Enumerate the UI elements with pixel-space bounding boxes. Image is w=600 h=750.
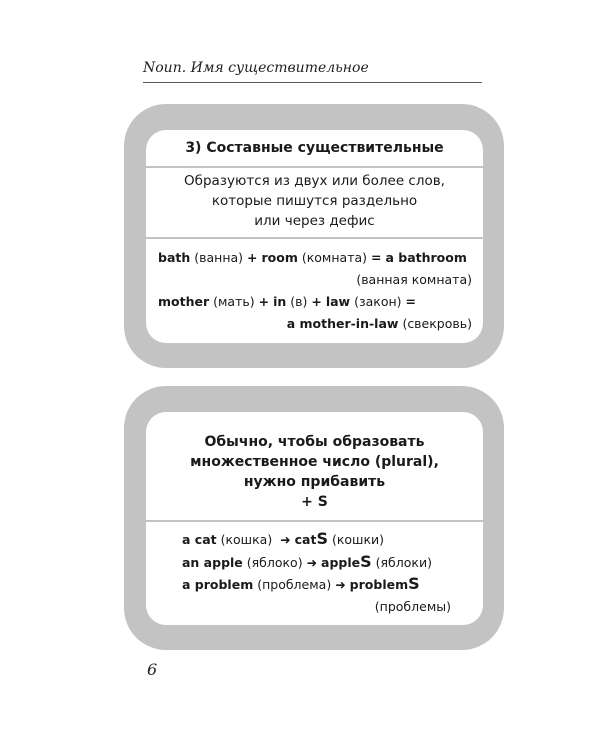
example-line (158, 313, 472, 335)
singular-word: a cat (182, 532, 217, 547)
plural-suffix: S (408, 574, 420, 593)
plural-stem: problem (349, 577, 409, 592)
operator: + (311, 294, 322, 309)
examples-list (146, 239, 483, 335)
rule-line: Обычно, чтобы образовать (204, 434, 425, 450)
plural-suffix: S (360, 551, 372, 571)
operator: + (247, 250, 258, 265)
rule-text (146, 412, 483, 520)
translation: (мать) (213, 294, 255, 309)
card-title: 3) Составные существительные (185, 140, 444, 156)
description-line: или через дефис (254, 213, 375, 229)
plural-stem: apple (321, 554, 361, 570)
plural-word (321, 551, 372, 571)
translation: (в) (290, 294, 308, 309)
example-line (182, 573, 451, 596)
operator: = (371, 250, 382, 265)
operator: + (258, 294, 270, 309)
plural-word (294, 529, 328, 548)
example-line (158, 247, 472, 269)
example-line (158, 269, 472, 291)
compound-nouns-card (124, 104, 504, 368)
rule-line: нужно прибавить (243, 474, 386, 490)
result-word: a mother-in-law (286, 316, 399, 331)
translation: (кошки) (331, 532, 385, 547)
translation: (кошка) (220, 532, 273, 547)
word: bath (158, 250, 191, 265)
translation: (комната) (301, 250, 368, 265)
arrow-right-icon: ➜ (280, 532, 291, 547)
example-line (158, 291, 472, 313)
example-line (182, 551, 451, 574)
singular-word: a problem (182, 577, 254, 592)
word: mother (158, 294, 210, 309)
translation: (ванна) (194, 250, 244, 265)
plural-suffix: S (316, 529, 328, 548)
description-line: которые пишутся раздельно (211, 193, 418, 209)
example-line (182, 596, 451, 618)
plural-rule-card (124, 386, 504, 650)
card-body (146, 412, 483, 625)
translation: (проблема) (257, 577, 332, 592)
translation: (яблоки) (375, 554, 432, 570)
card-description (146, 168, 483, 237)
operator: = (405, 294, 416, 309)
word: law (325, 294, 351, 309)
example-line (182, 528, 451, 551)
header-divider (143, 82, 482, 83)
section-title: Noun. Имя существительное (143, 60, 369, 76)
description-line: Образуются из двух или более слов, (184, 173, 445, 189)
card-body (146, 130, 483, 343)
translation: (проблемы) (374, 598, 451, 614)
translation: (свекровь) (402, 316, 472, 331)
translation: (яблоко) (246, 554, 303, 570)
translation: (ванная комната) (356, 272, 472, 287)
page-number: 6 (147, 660, 158, 679)
plural-word (349, 574, 420, 593)
examples-list (146, 522, 483, 617)
arrow-right-icon: ➜ (306, 554, 318, 570)
result-word: a bathroom (385, 250, 467, 265)
translation: (закон) (354, 294, 402, 309)
word: room (261, 250, 298, 265)
singular-word: an apple (182, 554, 243, 570)
rule-line: множественное число (plural), (190, 454, 439, 470)
word: in (273, 294, 287, 309)
rule-suffix: + S (301, 494, 328, 510)
arrow-right-icon: ➜ (335, 577, 346, 592)
plural-stem: cat (294, 532, 317, 547)
